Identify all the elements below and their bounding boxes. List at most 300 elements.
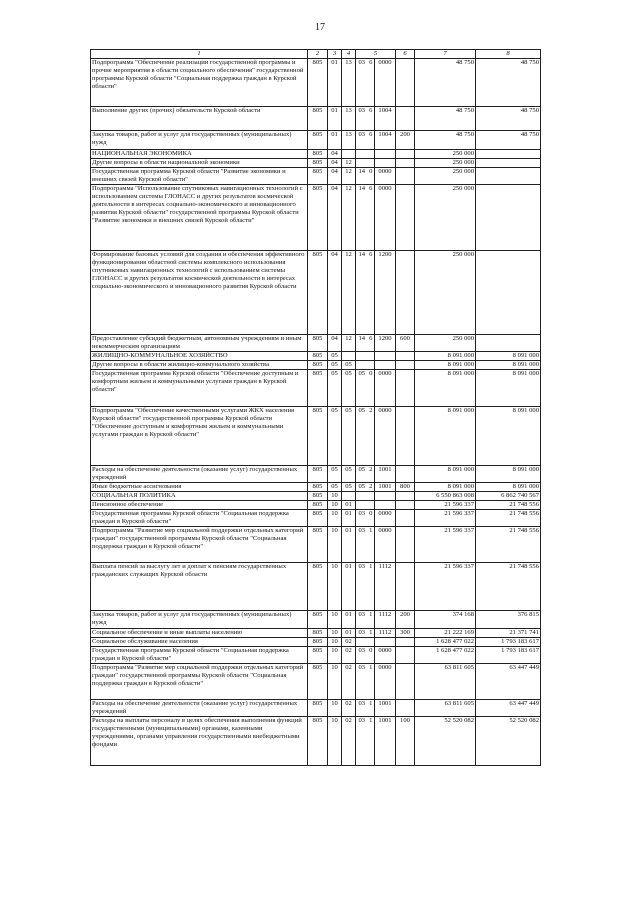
- subsection-code: 05: [342, 370, 356, 407]
- expense-type-code: [396, 168, 415, 185]
- target-article-program: 03: [356, 510, 368, 527]
- section-code: 01: [328, 59, 342, 107]
- subsection-code: 02: [342, 638, 356, 647]
- target-article-program: 03: [356, 59, 368, 107]
- subsection-code: 12: [342, 335, 356, 352]
- section-code: 10: [328, 647, 342, 664]
- expense-type-code: 200: [396, 611, 415, 629]
- grbs-code: 805: [308, 335, 328, 352]
- grbs-code: 805: [308, 664, 328, 700]
- amount-year-2: 21 748 556: [476, 510, 541, 527]
- section-code: 05: [328, 370, 342, 407]
- row-name: Государственная программа Курской области "Социальная поддержка граждан в Курской области": [91, 647, 308, 664]
- grbs-code: 805: [308, 527, 328, 563]
- section-code: 04: [328, 159, 342, 168]
- row-name: Государственная программа Курской области "Развитие экономики и внешних связей Курской области": [91, 168, 308, 185]
- amount-year-2: 63 447 449: [476, 700, 541, 717]
- subsection-code: 12: [342, 251, 356, 335]
- target-article-subprogram: 6: [368, 59, 375, 107]
- amount-year-2: 1 793 183 617: [476, 638, 541, 647]
- row-name: ЖИЛИЩНО-КОММУНАЛЬНОЕ ХОЗЯЙСТВО: [91, 352, 308, 361]
- target-article-program: 03: [356, 629, 368, 638]
- subsection-code: 13: [342, 107, 356, 131]
- target-article-program: 05: [356, 483, 368, 492]
- grbs-code: 805: [308, 361, 328, 370]
- target-article-direction: [375, 352, 396, 361]
- row-name: Выполнение других (прочих) обязательств Курской области: [91, 107, 308, 131]
- subsection-code: 12: [342, 159, 356, 168]
- target-article-subprogram: 0: [368, 370, 375, 407]
- target-article-program: 03: [356, 647, 368, 664]
- subsection-code: 13: [342, 131, 356, 150]
- row-name: Подпрограмма "Развитие мер социальной поддержки отдельных категорий граждан" государственной программы Курской области "Социальная поддержка граждан в Курской области": [91, 527, 308, 563]
- target-article-subprogram: [368, 159, 375, 168]
- target-article-program: 14: [356, 251, 368, 335]
- subsection-code: 02: [342, 700, 356, 717]
- subsection-code: 01: [342, 629, 356, 638]
- subsection-code: 12: [342, 168, 356, 185]
- section-code: 10: [328, 664, 342, 700]
- target-article-program: 14: [356, 185, 368, 251]
- subsection-code: 02: [342, 717, 356, 766]
- target-article-direction: 1004: [375, 107, 396, 131]
- amount-year-2: 376 815: [476, 611, 541, 629]
- subsection-code: 01: [342, 527, 356, 563]
- amount-year-2: 8 091 000: [476, 407, 541, 466]
- row-name: Другие вопросы в области национальной экономики: [91, 159, 308, 168]
- expense-type-code: [396, 492, 415, 501]
- target-article-subprogram: 0: [368, 647, 375, 664]
- subsection-code: [342, 352, 356, 361]
- target-article-direction: [375, 638, 396, 647]
- expense-type-code: [396, 638, 415, 647]
- section-code: 04: [328, 251, 342, 335]
- row-name: Закупка товаров, работ и услуг для государственных (муниципальных) нужд: [91, 611, 308, 629]
- grbs-code: 805: [308, 563, 328, 611]
- grbs-code: 805: [308, 168, 328, 185]
- target-article-program: 03: [356, 107, 368, 131]
- table-row: [91, 185, 541, 251]
- amount-year-1: 21 596 337: [415, 527, 476, 563]
- target-article-subprogram: [368, 361, 375, 370]
- row-name: НАЦИОНАЛЬНАЯ ЭКОНОМИКА: [91, 150, 308, 159]
- table-row: [91, 510, 541, 527]
- row-name: Пенсионное обеспечение: [91, 501, 308, 510]
- table-row: [91, 501, 541, 510]
- amount-year-1: 63 811 605: [415, 664, 476, 700]
- section-code: 04: [328, 185, 342, 251]
- expense-type-code: [396, 352, 415, 361]
- section-code: 10: [328, 492, 342, 501]
- target-article-subprogram: 2: [368, 483, 375, 492]
- row-name: Формирование базовых условий для создания и обеспечения эффективного функционирования областной системы комплексного использования спутниковых навигационных технологий с использованием системы ГЛОНАСС и других результатов космической деятельности в интересах социально-экономического и инновационного развития Курской области: [91, 251, 308, 335]
- target-article-direction: 0000: [375, 370, 396, 407]
- amount-year-1: 48 750: [415, 107, 476, 131]
- grbs-code: 805: [308, 185, 328, 251]
- grbs-code: 805: [308, 150, 328, 159]
- target-article-subprogram: 6: [368, 107, 375, 131]
- target-article-direction: 1200: [375, 251, 396, 335]
- amount-year-1: 250 000: [415, 150, 476, 159]
- header-cell: 7: [415, 50, 476, 59]
- table-row: [91, 700, 541, 717]
- amount-year-2: 21 371 741: [476, 629, 541, 638]
- table-row: [91, 150, 541, 159]
- target-article-program: 03: [356, 563, 368, 611]
- amount-year-1: 8 091 000: [415, 352, 476, 361]
- amount-year-2: [476, 251, 541, 335]
- expense-type-code: [396, 647, 415, 664]
- target-article-direction: [375, 492, 396, 501]
- grbs-code: 805: [308, 510, 328, 527]
- table-row: [91, 629, 541, 638]
- target-article-subprogram: 1: [368, 700, 375, 717]
- grbs-code: 805: [308, 159, 328, 168]
- subsection-code: 05: [342, 361, 356, 370]
- amount-year-1: 250 000: [415, 159, 476, 168]
- amount-year-1: 250 000: [415, 335, 476, 352]
- subsection-code: 13: [342, 59, 356, 107]
- section-code: 10: [328, 700, 342, 717]
- grbs-code: 805: [308, 629, 328, 638]
- target-article-program: 03: [356, 700, 368, 717]
- row-name: Закупка товаров, работ и услуг для государственных (муниципальных) нужд: [91, 131, 308, 150]
- target-article-program: [356, 638, 368, 647]
- table-row: [91, 466, 541, 483]
- amount-year-2: [476, 185, 541, 251]
- table-row: [91, 563, 541, 611]
- budget-table: [90, 49, 541, 766]
- section-code: 10: [328, 501, 342, 510]
- target-article-subprogram: 6: [368, 335, 375, 352]
- amount-year-2: 8 091 000: [476, 370, 541, 407]
- target-article-program: 14: [356, 335, 368, 352]
- expense-type-code: [396, 527, 415, 563]
- header-cell: 2: [308, 50, 328, 59]
- target-article-direction: [375, 150, 396, 159]
- target-article-subprogram: 6: [368, 131, 375, 150]
- target-article-direction: 1001: [375, 717, 396, 766]
- header-cell: 1: [91, 50, 308, 59]
- amount-year-2: 21 748 556: [476, 563, 541, 611]
- grbs-code: 805: [308, 638, 328, 647]
- row-name: Подпрограмма "Развитие мер социальной поддержки отдельных категорий граждан" государственной программы Курской области "Социальная поддержка граждан в Курской области": [91, 664, 308, 700]
- row-name: СОЦИАЛЬНАЯ ПОЛИТИКА: [91, 492, 308, 501]
- expense-type-code: [396, 664, 415, 700]
- amount-year-2: 8 091 000: [476, 483, 541, 492]
- section-code: 05: [328, 407, 342, 466]
- row-name: Расходы на обеспечение деятельности (оказание услуг) государственных учреждений: [91, 700, 308, 717]
- table-row: [91, 370, 541, 407]
- table-row: [91, 168, 541, 185]
- amount-year-2: 21 748 556: [476, 501, 541, 510]
- target-article-subprogram: 2: [368, 466, 375, 483]
- table-row: [91, 131, 541, 150]
- expense-type-code: [396, 59, 415, 107]
- target-article-subprogram: [368, 501, 375, 510]
- amount-year-1: 8 091 000: [415, 370, 476, 407]
- header-cell: 4: [342, 50, 356, 59]
- expense-type-code: [396, 466, 415, 483]
- subsection-code: 05: [342, 407, 356, 466]
- expense-type-code: [396, 700, 415, 717]
- target-article-direction: 0000: [375, 59, 396, 107]
- amount-year-2: 48 750: [476, 107, 541, 131]
- target-article-subprogram: 0: [368, 168, 375, 185]
- target-article-program: 03: [356, 131, 368, 150]
- table-row: [91, 492, 541, 501]
- table-row: [91, 717, 541, 766]
- subsection-code: 01: [342, 611, 356, 629]
- expense-type-code: [396, 251, 415, 335]
- row-name: Подпрограмма "Обеспечение реализации государственной программы и прочие мероприятия в области социального обеспечения" государственной программы Курской области "Социальная поддержка граждан в Курской области": [91, 59, 308, 107]
- expense-type-code: [396, 150, 415, 159]
- amount-year-2: 63 447 449: [476, 664, 541, 700]
- subsection-code: 01: [342, 501, 356, 510]
- amount-year-1: 48 750: [415, 59, 476, 107]
- target-article-subprogram: 1: [368, 717, 375, 766]
- row-name: Другие вопросы в области жилищно-коммунального хозяйства: [91, 361, 308, 370]
- amount-year-2: 8 091 000: [476, 352, 541, 361]
- target-article-subprogram: [368, 492, 375, 501]
- expense-type-code: [396, 370, 415, 407]
- target-article-subprogram: 6: [368, 185, 375, 251]
- target-article-program: 03: [356, 611, 368, 629]
- expense-type-code: 300: [396, 629, 415, 638]
- target-article-direction: 0000: [375, 647, 396, 664]
- expense-type-code: [396, 185, 415, 251]
- amount-year-1: 48 750: [415, 131, 476, 150]
- amount-year-2: [476, 150, 541, 159]
- expense-type-code: [396, 107, 415, 131]
- target-article-direction: 1112: [375, 563, 396, 611]
- amount-year-1: 1 628 477 022: [415, 647, 476, 664]
- section-code: 10: [328, 629, 342, 638]
- page-number: 17: [315, 22, 325, 33]
- target-article-direction: 0000: [375, 168, 396, 185]
- section-code: 05: [328, 483, 342, 492]
- grbs-code: 805: [308, 700, 328, 717]
- section-code: 05: [328, 352, 342, 361]
- grbs-code: 805: [308, 352, 328, 361]
- target-article-direction: 0000: [375, 185, 396, 251]
- target-article-direction: 0000: [375, 527, 396, 563]
- table-row: [91, 251, 541, 335]
- grbs-code: 805: [308, 107, 328, 131]
- target-article-direction: 1001: [375, 466, 396, 483]
- target-article-subprogram: 6: [368, 251, 375, 335]
- section-code: 10: [328, 717, 342, 766]
- target-article-program: 03: [356, 664, 368, 700]
- grbs-code: 805: [308, 492, 328, 501]
- amount-year-1: 52 520 082: [415, 717, 476, 766]
- amount-year-1: 6 550 863 008: [415, 492, 476, 501]
- target-article-subprogram: 1: [368, 664, 375, 700]
- expense-type-code: [396, 361, 415, 370]
- subsection-code: [342, 492, 356, 501]
- amount-year-2: 48 750: [476, 131, 541, 150]
- amount-year-1: 8 091 000: [415, 483, 476, 492]
- target-article-direction: 1001: [375, 700, 396, 717]
- header-row: [91, 50, 541, 59]
- row-name: Иные бюджетные ассигнования: [91, 483, 308, 492]
- row-name: Подпрограмма "Использование спутниковых навигационных технологий с использованием системы ГЛОНАСС и других результатов космической деятельности в интересах социально-экономического и инновационного развития Курской области" государственной программы Курской области "Развитие экономики и внешних связей Курской области": [91, 185, 308, 251]
- amount-year-1: 250 000: [415, 168, 476, 185]
- target-article-direction: 1001: [375, 483, 396, 492]
- target-article-program: [356, 352, 368, 361]
- expense-type-code: [396, 501, 415, 510]
- table-row: [91, 107, 541, 131]
- target-article-program: [356, 361, 368, 370]
- table-row: [91, 159, 541, 168]
- section-code: 10: [328, 611, 342, 629]
- target-article-direction: 1200: [375, 335, 396, 352]
- grbs-code: 805: [308, 647, 328, 664]
- table-row: [91, 638, 541, 647]
- subsection-code: 05: [342, 466, 356, 483]
- grbs-code: 805: [308, 251, 328, 335]
- target-article-direction: [375, 501, 396, 510]
- section-code: 10: [328, 563, 342, 611]
- target-article-program: [356, 501, 368, 510]
- target-article-subprogram: 1: [368, 611, 375, 629]
- grbs-code: 805: [308, 483, 328, 492]
- amount-year-2: [476, 168, 541, 185]
- subsection-code: 01: [342, 510, 356, 527]
- amount-year-2: 52 520 082: [476, 717, 541, 766]
- target-article-subprogram: 1: [368, 527, 375, 563]
- table-row: [91, 59, 541, 107]
- amount-year-2: 6 862 740 567: [476, 492, 541, 501]
- target-article-program: [356, 150, 368, 159]
- section-code: 04: [328, 168, 342, 185]
- amount-year-1: 8 091 000: [415, 407, 476, 466]
- target-article-subprogram: 1: [368, 629, 375, 638]
- target-article-direction: 0000: [375, 510, 396, 527]
- subsection-code: 02: [342, 647, 356, 664]
- section-code: 10: [328, 638, 342, 647]
- row-name: Государственная программа Курской области "Социальная поддержка граждан в Курской области": [91, 510, 308, 527]
- subsection-code: 05: [342, 483, 356, 492]
- header-cell: 3: [328, 50, 342, 59]
- row-name: Предоставление субсидий бюджетным, автономным учреждениям и иным некоммерческим организациям: [91, 335, 308, 352]
- row-name: Социальное обеспечение и иные выплаты населению: [91, 629, 308, 638]
- amount-year-2: 21 748 556: [476, 527, 541, 563]
- section-code: 04: [328, 335, 342, 352]
- amount-year-2: 8 091 000: [476, 361, 541, 370]
- table-row: [91, 335, 541, 352]
- amount-year-2: 48 750: [476, 59, 541, 107]
- expense-type-code: 800: [396, 483, 415, 492]
- table-row: [91, 527, 541, 563]
- target-article-direction: 0000: [375, 664, 396, 700]
- amount-year-1: 21 596 337: [415, 501, 476, 510]
- table-row: [91, 664, 541, 700]
- target-article-direction: 1004: [375, 131, 396, 150]
- target-article-program: 05: [356, 466, 368, 483]
- section-code: 04: [328, 150, 342, 159]
- target-article-subprogram: 2: [368, 407, 375, 466]
- row-name: Социальное обслуживание населения: [91, 638, 308, 647]
- target-article-program: [356, 492, 368, 501]
- target-article-program: 14: [356, 168, 368, 185]
- amount-year-2: [476, 335, 541, 352]
- amount-year-1: 21 596 337: [415, 510, 476, 527]
- target-article-program: 03: [356, 527, 368, 563]
- table-row: [91, 611, 541, 629]
- target-article-program: 05: [356, 370, 368, 407]
- target-article-program: 03: [356, 717, 368, 766]
- section-code: 10: [328, 527, 342, 563]
- grbs-code: 805: [308, 370, 328, 407]
- section-code: 01: [328, 131, 342, 150]
- target-article-program: 05: [356, 407, 368, 466]
- subsection-code: 01: [342, 563, 356, 611]
- header-cell: 6: [396, 50, 415, 59]
- amount-year-1: 8 091 000: [415, 361, 476, 370]
- target-article-subprogram: [368, 150, 375, 159]
- amount-year-2: [476, 159, 541, 168]
- expense-type-code: 100: [396, 717, 415, 766]
- target-article-subprogram: [368, 638, 375, 647]
- amount-year-2: 8 091 000: [476, 466, 541, 483]
- row-name: Расходы на обеспечение деятельности (оказание услуг) государственных учреждений: [91, 466, 308, 483]
- grbs-code: 805: [308, 466, 328, 483]
- expense-type-code: [396, 159, 415, 168]
- target-article-direction: [375, 361, 396, 370]
- header-cell: 8: [476, 50, 541, 59]
- table-row: [91, 361, 541, 370]
- grbs-code: 805: [308, 131, 328, 150]
- amount-year-1: 8 091 000: [415, 466, 476, 483]
- target-article-subprogram: 0: [368, 510, 375, 527]
- section-code: 01: [328, 107, 342, 131]
- section-code: 10: [328, 510, 342, 527]
- target-article-direction: 1112: [375, 629, 396, 638]
- amount-year-1: 250 000: [415, 185, 476, 251]
- amount-year-1: 1 628 477 022: [415, 638, 476, 647]
- target-article-direction: 1112: [375, 611, 396, 629]
- row-name: Выплата пенсий за выслугу лет и доплат к пенсиям государственных гражданских служащих Курской области: [91, 563, 308, 611]
- expense-type-code: 600: [396, 335, 415, 352]
- grbs-code: 805: [308, 611, 328, 629]
- amount-year-1: 21 596 337: [415, 563, 476, 611]
- expense-type-code: [396, 563, 415, 611]
- table-row: [91, 483, 541, 492]
- row-name: Государственная программа Курской области "Обеспечение доступным и комфортным жильем и коммунальными услугами граждан в Курской области": [91, 370, 308, 407]
- grbs-code: 805: [308, 407, 328, 466]
- expense-type-code: [396, 407, 415, 466]
- amount-year-1: 374 168: [415, 611, 476, 629]
- row-name: Подпрограмма "Обеспечение качественными услугами ЖКХ населения Курской области" государственной программы Курской области "Обеспечение доступным и комфортным жильем и коммунальными услугами граждан в Курской области": [91, 407, 308, 466]
- row-name: Расходы на выплаты персоналу в целях обеспечения выполнения функций государственными (муниципальными) органами, казенными учреждениями, органами управления государственными внебюджетными фондами: [91, 717, 308, 766]
- amount-year-1: 250 000: [415, 251, 476, 335]
- grbs-code: 805: [308, 59, 328, 107]
- amount-year-1: 63 811 605: [415, 700, 476, 717]
- subsection-code: 02: [342, 664, 356, 700]
- section-code: 05: [328, 361, 342, 370]
- subsection-code: 12: [342, 185, 356, 251]
- grbs-code: 805: [308, 501, 328, 510]
- target-article-direction: [375, 159, 396, 168]
- amount-year-2: 1 793 183 617: [476, 647, 541, 664]
- subsection-code: [342, 150, 356, 159]
- amount-year-1: 21 222 169: [415, 629, 476, 638]
- expense-type-code: 200: [396, 131, 415, 150]
- header-cell: 5: [356, 50, 396, 59]
- target-article-subprogram: 1: [368, 563, 375, 611]
- table-row: [91, 407, 541, 466]
